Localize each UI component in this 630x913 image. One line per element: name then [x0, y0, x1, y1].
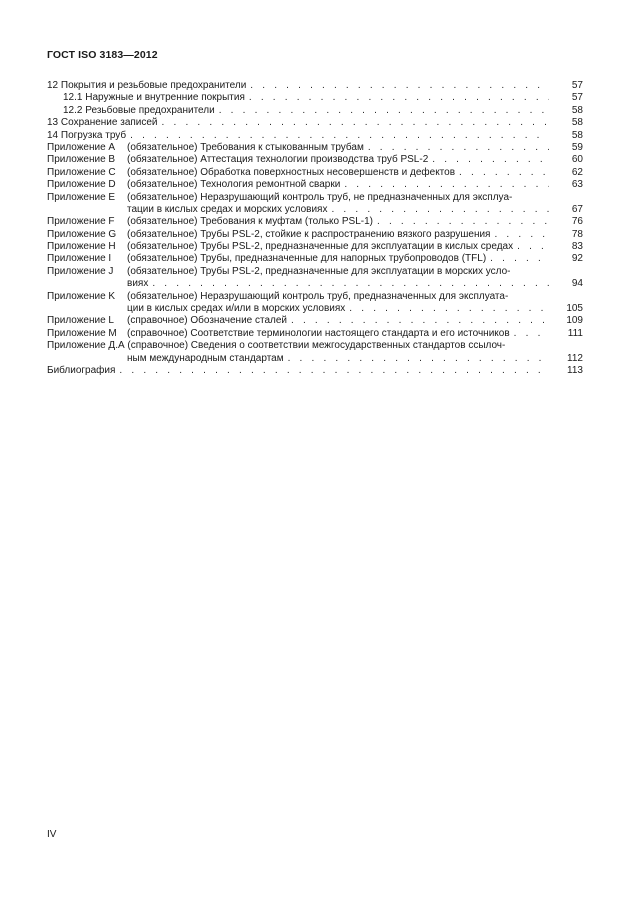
table-of-contents — [47, 80, 583, 377]
annex-code: Приложение J — [47, 265, 114, 277]
toc-entry-continuation: ции в кислых средах и/или в морских условиях — [127, 303, 346, 315]
toc-entry-title: 13 Сохранение записей — [47, 117, 158, 129]
dot-leader — [331, 204, 549, 216]
dot-leader — [288, 353, 549, 365]
dot-leader — [432, 154, 549, 166]
toc-entry[interactable] — [47, 154, 583, 166]
toc-entry-title: (обязательное) Технология ремонтной сварки — [127, 179, 341, 191]
toc-page-number: 83 — [571, 241, 583, 253]
toc-entry-title: (обязательное) Неразрушающий контроль труб, не предназначенных для эксплуа- — [127, 191, 513, 203]
toc-page-number: 63 — [571, 179, 583, 191]
toc-entry[interactable] — [47, 328, 583, 340]
toc-page-number: 92 — [571, 253, 583, 265]
toc-entry-title: Библиография — [47, 364, 116, 376]
toc-entry[interactable] — [47, 291, 583, 303]
dot-leader — [152, 278, 549, 290]
toc-entry-title: (обязательное) Требования к муфтам (только PSL-1) — [127, 216, 374, 228]
dot-leader — [130, 130, 549, 142]
annex-code: Приложение K — [47, 290, 116, 302]
toc-page-number: 112 — [567, 352, 583, 364]
dot-leader — [514, 328, 549, 340]
toc-entry-title: (справочное) Обозначение сталей — [127, 315, 288, 327]
toc-page-number: 57 — [571, 92, 583, 104]
dot-leader — [517, 241, 549, 253]
toc-entry-title: (обязательное) Требования к стыкованным трубам — [127, 141, 364, 153]
toc-entry[interactable] — [47, 80, 583, 92]
toc-entry-title: Приложение Д.А (справочное) Сведения о соответствии межгосударственных стандартов ссылоч- — [47, 340, 506, 352]
dot-leader — [494, 229, 549, 241]
toc-page-number: 105 — [566, 303, 583, 315]
toc-entry-title: 12.1 Наружные и внутренние покрытия — [63, 92, 245, 104]
dot-leader — [162, 117, 549, 129]
toc-entry-title: (обязательное) Трубы, предназначенные для напорных трубопроводов (TFL) — [127, 253, 487, 265]
dot-leader — [219, 105, 549, 117]
toc-entry-title: 12.2 Резьбовые предохранители — [63, 104, 215, 116]
toc-page-number: 62 — [571, 166, 583, 178]
toc-page-number: 111 — [567, 327, 583, 339]
dot-leader — [368, 142, 549, 154]
dot-leader — [291, 315, 549, 327]
toc-entry[interactable] — [47, 353, 583, 365]
toc-page-number: 57 — [571, 80, 583, 91]
toc-entry[interactable] — [47, 204, 583, 216]
annex-code: Приложение H — [47, 241, 116, 253]
toc-page-number: 113 — [567, 364, 583, 376]
toc-entry-title: (обязательное) Трубы PSL-2, стойкие к распространению вязкого разрушения — [127, 228, 491, 240]
dot-leader — [250, 80, 549, 92]
toc-entry-title: (обязательное) Трубы PSL-2, предназначенные для эксплуатации в морских усло- — [127, 265, 511, 277]
toc-entry-continuation: ным международным стандартам — [127, 352, 284, 364]
toc-entry-title: (обязательное) Неразрушающий контроль труб, предназначенных для эксплуата- — [127, 290, 509, 302]
toc-entry[interactable] — [47, 117, 583, 129]
toc-page-number: 58 — [571, 104, 583, 116]
annex-code: Приложение B — [47, 154, 116, 166]
dot-leader — [249, 92, 549, 104]
annex-code: Приложение D — [47, 179, 116, 191]
toc-entry-title: (обязательное) Аттестация технологии производства труб PSL-2 — [127, 154, 429, 166]
toc-entry-title: (обязательное) Обработка поверхностных несовершенств и дефектов — [127, 166, 456, 178]
annex-code: Приложение A — [47, 141, 116, 153]
annex-code: Приложение E — [47, 191, 116, 203]
toc-entry[interactable] — [47, 130, 583, 142]
toc-entry[interactable] — [47, 167, 583, 179]
toc-entry[interactable] — [47, 340, 583, 352]
dot-leader — [459, 167, 549, 179]
annex-code: Приложение M — [47, 327, 117, 339]
page-number: IV — [47, 829, 57, 840]
toc-page-number: 60 — [571, 154, 583, 166]
toc-entry-title: 12 Покрытия и резьбовые предохранители — [47, 80, 247, 91]
toc-page-number: 67 — [571, 203, 583, 215]
toc-entry-title: (обязательное) Трубы PSL-2, предназначенные для эксплуатации в кислых средах — [127, 241, 514, 253]
toc-entry[interactable] — [47, 253, 583, 265]
toc-entry-title: 14 Погрузка труб — [47, 129, 127, 141]
document-header: ГОСТ ISO 3183—2012 — [47, 49, 158, 61]
toc-entry[interactable] — [47, 179, 583, 191]
toc-entry[interactable] — [47, 105, 583, 117]
annex-code: Приложение I — [47, 253, 112, 265]
toc-entry[interactable] — [47, 278, 583, 290]
annex-code: Приложение F — [47, 216, 115, 228]
toc-page-number: 59 — [571, 141, 583, 153]
toc-entry[interactable] — [47, 192, 583, 204]
dot-leader — [490, 253, 549, 265]
dot-leader — [119, 365, 549, 377]
toc-page-number: 109 — [566, 315, 583, 327]
toc-entry[interactable] — [47, 92, 583, 104]
toc-page-number: 94 — [571, 278, 583, 290]
annex-code: Приложение G — [47, 228, 117, 240]
toc-entry[interactable] — [47, 229, 583, 241]
toc-entry[interactable] — [47, 241, 583, 253]
toc-entry[interactable] — [47, 315, 583, 327]
annex-code: Приложение C — [47, 166, 116, 178]
toc-page-number: 76 — [571, 216, 583, 228]
toc-entry[interactable] — [47, 365, 583, 377]
toc-page-number: 78 — [571, 228, 583, 240]
toc-page-number: 58 — [571, 129, 583, 141]
dot-leader — [344, 179, 549, 191]
toc-entry-title: (справочное) Соответствие терминологии настоящего стандарта и его источников — [127, 327, 510, 339]
toc-entry[interactable] — [47, 142, 583, 154]
annex-code: Приложение L — [47, 315, 114, 327]
dot-leader — [349, 303, 549, 315]
toc-entry[interactable] — [47, 266, 583, 278]
dot-leader — [377, 216, 549, 228]
toc-entry-continuation: тации в кислых средах и морских условиях — [127, 203, 328, 215]
toc-entry[interactable] — [47, 216, 583, 228]
toc-entry-continuation: виях — [127, 278, 149, 290]
toc-page-number: 58 — [571, 117, 583, 129]
toc-entry[interactable] — [47, 303, 583, 315]
